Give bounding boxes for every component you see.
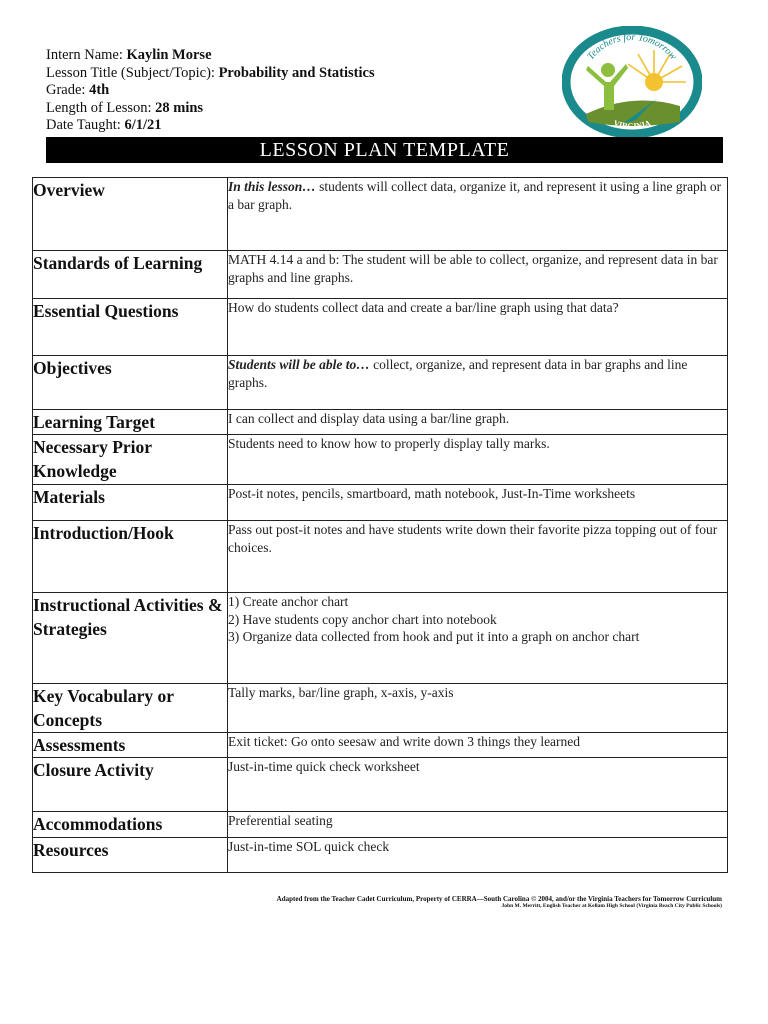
row-label: Instructional Activities & Strategies xyxy=(33,593,228,684)
lesson-title-label: Lesson Title (Subject/Topic): xyxy=(46,64,219,81)
table-row xyxy=(33,435,728,485)
row-text: How do students collect data and create a bar/line graph using that data? xyxy=(228,300,619,315)
row-text: collect, organize, and represent data in bar graphs and line graphs. xyxy=(228,357,688,390)
table-row xyxy=(33,593,728,684)
row-content xyxy=(228,812,728,838)
table-row xyxy=(33,733,728,758)
row-content xyxy=(228,758,728,812)
grade-value: 4th xyxy=(89,82,110,98)
sun-icon xyxy=(645,73,663,91)
footer-attribution xyxy=(277,895,722,909)
table-row xyxy=(33,485,728,521)
lesson-title-value: Probability and Statistics xyxy=(218,64,375,81)
row-label: Assessments xyxy=(33,733,228,758)
table-row xyxy=(33,521,728,593)
intern-name-row xyxy=(46,47,375,65)
list-item: 3) Organize data collected from hook and put it into a graph on anchor chart xyxy=(228,629,640,644)
row-label: Closure Activity xyxy=(33,758,228,812)
row-text: students will collect data, organize it, and represent it using a line graph or a bar graph. xyxy=(228,179,722,212)
row-label: Necessary Prior Knowledge xyxy=(33,435,228,485)
table-row xyxy=(33,299,728,356)
row-content xyxy=(228,838,728,873)
table-row xyxy=(33,251,728,299)
row-text: MATH 4.14 a and b: The student will be able to collect, organize, and represent data in bar graphs and line graphs. xyxy=(228,252,718,285)
grade-label: Grade: xyxy=(46,82,90,98)
row-content xyxy=(228,251,728,299)
length-row xyxy=(46,100,375,118)
row-text: Tally marks, bar/line graph, x-axis, y-axis xyxy=(228,685,454,700)
footer-line-2: John M. Merritt, English Teacher at Kellam High School (Virginia Beach City Public Schools) xyxy=(501,903,722,909)
row-content xyxy=(228,435,728,485)
row-text: Exit ticket: Go onto seesaw and write down 3 things they learned xyxy=(228,734,581,749)
length-label: Length of Lesson: xyxy=(46,99,156,116)
row-text: Preferential seating xyxy=(228,813,333,828)
row-label: Overview xyxy=(33,178,228,251)
row-content xyxy=(228,733,728,758)
footer-line-1: Adapted from the Teacher Cadet Curriculum, Property of CERRA—South Carolina © 2004, and/or the Virginia Teachers for Tomorrow Curriculum xyxy=(276,895,722,903)
lesson-plan-table xyxy=(32,177,728,873)
intern-name-value: Kaylin Morse xyxy=(126,47,212,63)
row-label: Introduction/Hook xyxy=(33,521,228,593)
row-content xyxy=(228,410,728,435)
table-row xyxy=(33,758,728,812)
date-value: 6/1/21 xyxy=(124,117,162,133)
lesson-info-header xyxy=(46,47,375,135)
lesson-title-row xyxy=(46,65,375,83)
row-content xyxy=(228,684,728,733)
row-text: Just-in-time SOL quick check xyxy=(228,839,390,854)
row-text: Pass out post-it notes and have students write down their favorite pizza topping out of four choices. xyxy=(228,522,718,555)
list-item: 1) Create anchor chart xyxy=(228,594,349,609)
page-title: LESSON PLAN TEMPLATE xyxy=(46,137,723,163)
logo-arc-text: Teachers for Tomorrow xyxy=(585,31,679,62)
row-content xyxy=(228,593,728,684)
row-label: Learning Target xyxy=(33,410,228,435)
grade-row xyxy=(46,82,375,100)
intern-name-label: Intern Name: xyxy=(46,47,127,63)
date-row xyxy=(46,117,375,135)
row-label: Accommodations xyxy=(33,812,228,838)
row-content xyxy=(228,299,728,356)
teachers-for-tomorrow-logo xyxy=(562,26,702,138)
row-label: Essential Questions xyxy=(33,299,228,356)
logo-state-text: VIRGINIA xyxy=(612,118,652,131)
row-label: Key Vocabulary or Concepts xyxy=(33,684,228,733)
row-lead-text: In this lesson… xyxy=(228,179,316,194)
length-value: 28 mins xyxy=(155,99,204,116)
date-label: Date Taught: xyxy=(46,117,125,133)
table-row xyxy=(33,356,728,410)
row-text: I can collect and display data using a bar/line graph. xyxy=(228,411,510,426)
table-row xyxy=(33,838,728,873)
row-text: Post-it notes, pencils, smartboard, math notebook, Just-In-Time worksheets xyxy=(228,486,636,501)
table-row xyxy=(33,684,728,733)
row-content xyxy=(228,178,728,251)
row-label: Standards of Learning xyxy=(33,251,228,299)
row-label: Materials xyxy=(33,485,228,521)
table-row xyxy=(33,812,728,838)
list-item: 2) Have students copy anchor chart into notebook xyxy=(228,611,497,627)
row-label: Objectives xyxy=(33,356,228,410)
row-text: Just-in-time quick check worksheet xyxy=(228,759,420,774)
row-content xyxy=(228,485,728,521)
row-text: Students need to know how to properly display tally marks. xyxy=(228,436,550,451)
row-label: Resources xyxy=(33,838,228,873)
table-row xyxy=(33,410,728,435)
table-row xyxy=(33,178,728,251)
row-content xyxy=(228,521,728,593)
row-lead-text: Students will be able to… xyxy=(228,357,370,372)
row-content xyxy=(228,356,728,410)
